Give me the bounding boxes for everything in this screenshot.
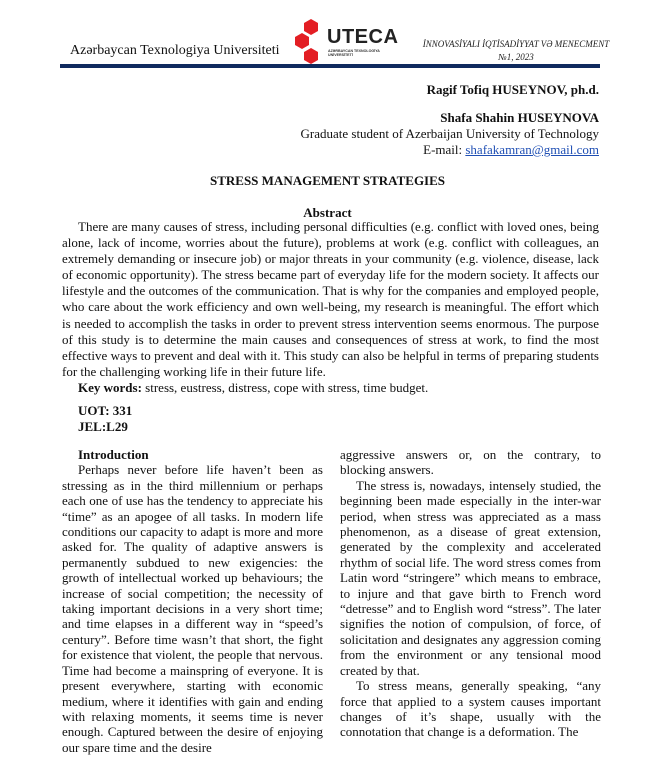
author-affiliation: Graduate student of Azerbaijan University of Technology [300, 126, 599, 141]
abstract-body [62, 219, 599, 396]
logo-wordmark: UTECA [327, 26, 399, 48]
journal-header [60, 14, 610, 70]
keywords-values: stress, eustress, distress, cope with stress, time budget. [141, 379, 429, 395]
logo-subtitle-line2: UNİVERSİTETİ [328, 53, 353, 58]
hexagon-cluster-logo-icon [292, 18, 328, 66]
right-paragraph-1: The stress is, nowadays, intensely studied, the beginning been made especially in the inter-war period, when stress was appreciated as a mass phenomenon, as a disease of great extension, generated by the complexity and accelerated rhythm of social life. The word stress comes from Latin word “stringere” which means to embrace, to injure and that gave birth to French word “detresse” and to English word “stress”. The later signifies the notion of compulsion, of force, of solicitation and designates any aggression coming from the environment or any tensional mood created by that. [340, 477, 601, 678]
left-paragraph-1: Perhaps never before life haven’t been as stressing as in the third millennium or perhaps each one of use has the tendency to appreciate his “time” as an apogee of all tasks. In modern life conditions our capacity to adapt is more and more asked for. The quality of adaptive answers is permanently subdued to new exigencies: the growth of intellectual worked up behaviours; the increase of social competition; the necessity of taking important decisions in a very short time; and time elapses in a different way in “speed’s century”. Before time wasn’t that short, the fight for existence that violent, the people that nervous. Time had become a mainspring of everyone. It is present everywhere, starting with economic medium, where it identifies with gain and ending with relaxing moments, it seems time is never enough. Captured between the desire of enjoying our spare time and the desire [62, 462, 323, 755]
paper-title: STRESS MANAGEMENT STRATEGIES [209, 173, 446, 188]
keywords-line [62, 380, 599, 396]
uot-code: UOT: 331 [78, 403, 133, 418]
email-link[interactable]: shafakamran@gmail.com [465, 142, 599, 157]
journal-issue: №1, 2023 [498, 52, 534, 62]
journal-title-block [416, 38, 616, 64]
abstract-text: There are many causes of stress, including personal difficulties (e.g. conflict with loved ones, being alone, lack of income, worries about the future), problems at work (e.g. conflict with colleagues, an extremely demanding or insecure job) or major threats in your community (e.g. violence, disease, lack of economic opportunity). The stress became part of everyday life for the modern society. It affects our lifestyle and the outcomes of the communication. That is why for the companies and employed people, who care about the work efficiency and own well-being, my research is meaningful. The effort which is needed to accomplish the tasks in order to prevent stress intervention seems enormous. The purpose of this study is to determine the main causes and consequences of stress at work, to find the most effective ways to prevent and deal with it. This study can also be helpful in terms of preparing students for the challenging working life in their future life. [62, 219, 599, 379]
right-paragraph-2: To stress means, generally speaking, “any force that applied to a system causes important changes of it’s shape, usually with the connotation that change is a deformation. The [340, 678, 601, 740]
author-email-line [301, 142, 600, 158]
abstract-heading: Abstract [303, 205, 352, 220]
jel-code: JEL:L29 [78, 419, 128, 434]
email-label: E-mail: [423, 142, 466, 157]
author-2: Shafa Shahin HUSEYNOVA [440, 110, 599, 125]
right-column [340, 447, 601, 740]
left-column [62, 447, 323, 755]
header-rule [60, 64, 600, 68]
author-block [301, 82, 600, 158]
logo-subtitle [328, 49, 398, 58]
logo-subtitle-line1: AZƏRBAYCAN TEXNOLOGİYA [328, 49, 380, 53]
university-name: Azərbaycan Texnologiya Universiteti [70, 43, 280, 58]
journal-title: İNNOVASİYALI İQTİSADİYYAT VƏ MENECMENT [422, 39, 610, 49]
author-1: Ragif Tofiq HUSEYNOV, ph.d. [426, 82, 599, 97]
uteca-logo [292, 18, 422, 66]
keywords-label: Key words: [78, 379, 142, 395]
classification-codes [78, 403, 132, 435]
introduction-heading: Introduction [78, 447, 149, 462]
right-paragraph-0: aggressive answers or, on the contrary, to blocking answers. [340, 447, 601, 478]
